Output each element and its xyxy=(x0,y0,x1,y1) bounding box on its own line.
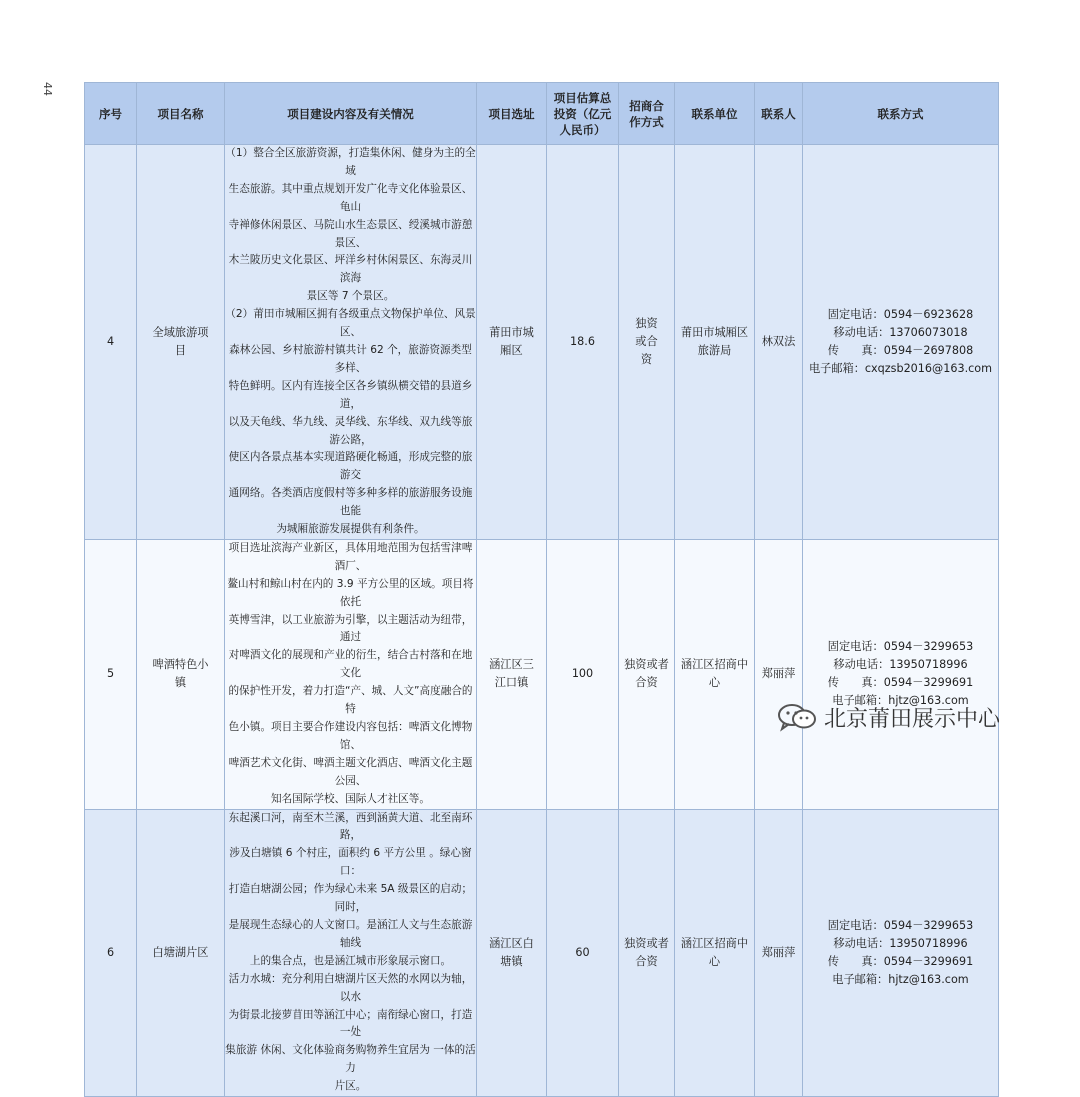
contact-line: 固定电话：0594－3299653 xyxy=(827,640,974,654)
cell-name: 全域旅游项目 xyxy=(137,145,225,540)
cell-content: 东起溪口河，南至木兰溪，西到涵黄大道、北至南环路， 涉及白塘镇 6 个村庄，面积约 6 平方公里 。绿心窗口： 打造白塘湖公园；作为绿心未来 5A 级景区的启动；同时， 是展现生态绿心的人文窗口。是涵江人文与生态旅游轴线 上的集合点，也是涵江城市形象展示窗口。 活力水城：充分利用白塘湖片区天然的水网以为轴，以水 为街景北接萝苜田等涵江中心；南衔绿心窗口，打造一处 集旅游 休闲、文化体验商务购物养生宜居为 一体的活力 片区。 xyxy=(225,809,477,1097)
header-contact: 联系方式 xyxy=(803,83,999,145)
cell-content: 项目选址滨海产业新区，具体用地范围为包括雪津啤酒厂、 鳌山村和鲸山村在内的 3.9 平方公里的区域。项目将依托 英博雪津，以工业旅游为引擎，以主题活动为纽带，通过 对啤酒文化的展现和产业的衍生，结合古村落和在地文化 的保护性开发，着力打造“产、城、人文”高度融合的特 色小镇。项目主要合作建设内容包括：啤酒文化博物馆、 啤酒艺术文化街、啤酒主题文化酒店、啤酒文化主题公园、 知名国际学校、国际人才社区等。 xyxy=(225,539,477,809)
page-number: 44 xyxy=(41,82,54,96)
contact-line: 传 真：0594－3299691 xyxy=(827,676,974,690)
header-mode: 招商合作方式 xyxy=(619,83,675,145)
cell-no: 6 xyxy=(85,809,137,1097)
watermark xyxy=(776,700,1000,734)
cell-person: 郑丽萍 xyxy=(755,809,803,1097)
contact-line: 电子邮箱：cxqzsb2016@163.com xyxy=(808,361,993,375)
cell-unit: 莆田市城厢区旅游局 xyxy=(675,145,755,540)
contact-line: 移动电话：13950718996 xyxy=(833,658,968,672)
cell-person: 郑丽萍 xyxy=(755,539,803,809)
cell-invest: 60 xyxy=(547,809,619,1097)
contact-line: 电子邮箱：hjtz@163.com xyxy=(832,972,969,986)
cell-site: 莆田市城厢区 xyxy=(477,145,547,540)
cell-mode: 独资或合资 xyxy=(619,145,675,540)
cell-person: 林双法 xyxy=(755,145,803,540)
cell-mode: 独资或者合资 xyxy=(619,809,675,1097)
header-content: 项目建设内容及有关情况 xyxy=(225,83,477,145)
cell-invest: 18.6 xyxy=(547,145,619,540)
cell-site: 涵江区白塘镇 xyxy=(477,809,547,1097)
cell-contact xyxy=(803,145,999,540)
table-row xyxy=(85,809,999,1097)
contact-line: 移动电话：13950718996 xyxy=(833,936,968,950)
cell-name: 啤酒特色小镇 xyxy=(137,539,225,809)
header-site: 项目选址 xyxy=(477,83,547,145)
contact-line: 固定电话：0594－3299653 xyxy=(827,918,974,932)
header-name: 项目名称 xyxy=(137,83,225,145)
wechat-icon xyxy=(776,702,818,732)
cell-unit: 涵江区招商中心 xyxy=(675,539,755,809)
header-row xyxy=(85,83,999,145)
cell-site: 涵江区三江口镇 xyxy=(477,539,547,809)
cell-content: （1）整合全区旅游资源，打造集休闲、健身为主的全域 生态旅游。其中重点规划开发广化寺文化体验景区、龟山 寺禅修休闲景区、马院山水生态景区、绶溪城市游憩景区、 木兰陂历史文化景区、坪洋乡村休闲景区、东海灵川滨海 景区等 7 个景区。 （2）莆田市城厢区拥有各级重点文物保护单位、风景区、 森林公园、乡村旅游村镇共计 62 个，旅游资源类型多样、 特色鲜明。区内有连接全区各乡镇纵横交错的县道乡道， 以及天龟线、华九线、灵华线、东华线、双九线等旅游公路， 使区内各景点基本实现道路硬化畅通，形成完整的旅游交 通网络。各类酒店度假村等多种多样的旅游服务设施也能 为城厢旅游发展提供有利条件。 xyxy=(225,145,477,540)
table-row xyxy=(85,145,999,540)
cell-contact xyxy=(803,539,999,809)
cell-name: 白塘湖片区 xyxy=(137,809,225,1097)
cell-invest: 100 xyxy=(547,539,619,809)
table-row xyxy=(85,539,999,809)
header-unit: 联系单位 xyxy=(675,83,755,145)
contact-line: 移动电话：13706073018 xyxy=(833,326,968,340)
contact-line: 电子邮箱：hjtz@163.com xyxy=(832,694,969,708)
cell-no: 5 xyxy=(85,539,137,809)
header-person: 联系人 xyxy=(755,83,803,145)
header-no: 序号 xyxy=(85,83,137,145)
project-table xyxy=(84,82,999,1097)
contact-line: 传 真：0594－3299691 xyxy=(827,954,974,968)
cell-no: 4 xyxy=(85,145,137,540)
contact-line: 固定电话：0594－6923628 xyxy=(827,308,974,322)
watermark-text: 北京莆田展示中心 xyxy=(824,706,1001,732)
header-invest: 项目估算总投资（亿元人民币） xyxy=(547,83,619,145)
cell-unit: 涵江区招商中心 xyxy=(675,809,755,1097)
cell-contact xyxy=(803,809,999,1097)
cell-mode: 独资或者合资 xyxy=(619,539,675,809)
contact-line: 传 真：0594－2697808 xyxy=(827,343,974,357)
